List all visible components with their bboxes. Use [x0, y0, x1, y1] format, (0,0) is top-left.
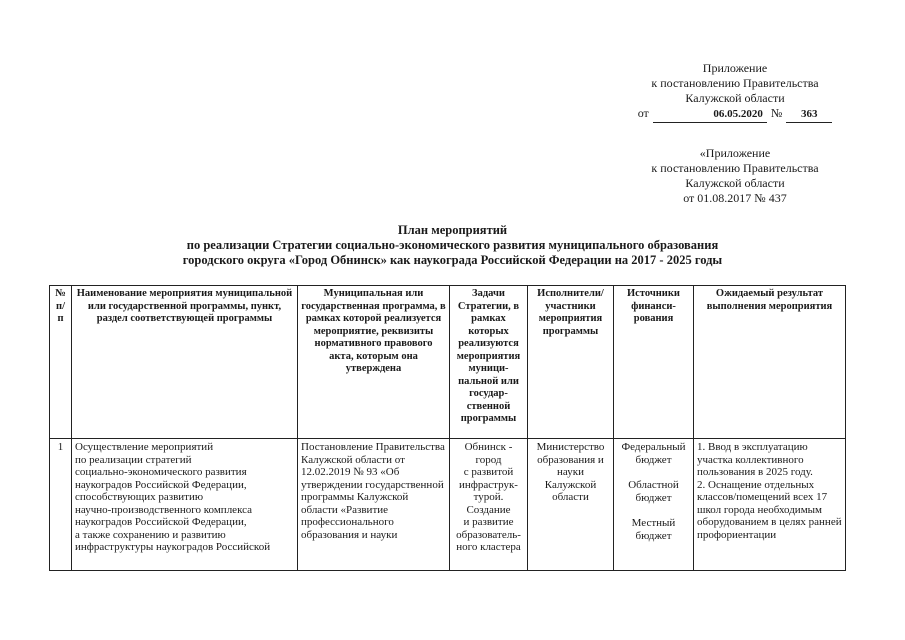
header-strategy-tasks: Задачи Стратегии, в рамках которых реализуются мероприятия муници-пальной или государ-ственной программы — [450, 286, 528, 439]
header-executors: Исполнители/ участники мероприятия программы — [528, 286, 614, 439]
row-program: Постановление Правительства Калужской области от 12.02.2019 № 93 «Об утверждении государственной программы Калужской области «Развитие профессионального образования и науки — [298, 439, 450, 571]
appendix-decree-ref: к постановлению Правительства — [651, 76, 819, 90]
plan-table — [49, 285, 846, 571]
appendix-label: Приложение — [702, 61, 768, 75]
header-expected-result: Ожидаемый результат выполнения мероприятия — [694, 286, 846, 439]
header-event-name: Наименование мероприятия муниципальной или государственной программы, пункт, раздел соответствующей программы — [72, 286, 298, 439]
funding-federal: Федеральный бюджет — [621, 441, 686, 466]
table-row — [50, 439, 846, 571]
appendix-region: Калужской области — [685, 91, 785, 105]
old-appendix-label: «Приложение — [699, 146, 771, 160]
header-number: № п/п — [50, 286, 72, 439]
row-strategy-task: Обнинск - город с развитой инфраструк-турой. Создание и развитие образователь-ного кластера — [450, 439, 528, 571]
order-details-line — [620, 106, 850, 123]
funding-local: Местный бюджет — [631, 517, 676, 542]
row-funding — [614, 439, 694, 571]
old-appendix-decree-ref: к постановлению Правительства — [651, 161, 819, 175]
row-executor: Министерство образования и науки Калужской области — [528, 439, 614, 571]
header-funding-sources: Источники финанси-рования — [614, 286, 694, 439]
order-date: 06.05.2020 — [653, 107, 767, 123]
funding-regional: Областной бюджет — [628, 479, 679, 504]
order-number: 363 — [786, 107, 832, 123]
document-title — [0, 223, 905, 268]
row-event-name: Осуществление мероприятий по реализации стратегий социально-экономического развития наукоградов Российской Федерации, способствующих развитию научно-производственного комплекса наукоградов Российской Федерации, а также сохранению и развитию инфраструктуры наукоградов Российской — [72, 439, 298, 571]
row-expected-result: 1. Ввод в эксплуатацию участка коллективного пользования в 2025 году. 2. Оснащение отдельных классов/помещений всех 17 школ города необходимым оборудованием в целях ранней профориентации — [694, 439, 846, 571]
title-line-2: по реализации Стратегии социально-экономического развития муниципального образования — [186, 238, 719, 252]
old-appendix-date-number: от 01.08.2017 № 437 — [683, 191, 787, 205]
title-line-3: городского округа «Город Обнинск» как наукограда Российской Федерации на 2017 - 2025 годы — [182, 253, 723, 267]
order-from-label: от — [637, 106, 649, 120]
old-appendix-region: Калужской области — [685, 176, 785, 190]
table-header-row — [50, 286, 846, 439]
header-program: Муниципальная или государственная программа, в рамках которой реализуется мероприятие, реквизиты нормативного правового акта, которым она утверждена — [298, 286, 450, 439]
title-line-1: План мероприятий — [397, 223, 508, 237]
appendix-block-new — [620, 61, 850, 123]
row-number: 1 — [50, 439, 72, 571]
appendix-block-old — [620, 146, 850, 206]
order-number-label: № — [770, 106, 783, 120]
